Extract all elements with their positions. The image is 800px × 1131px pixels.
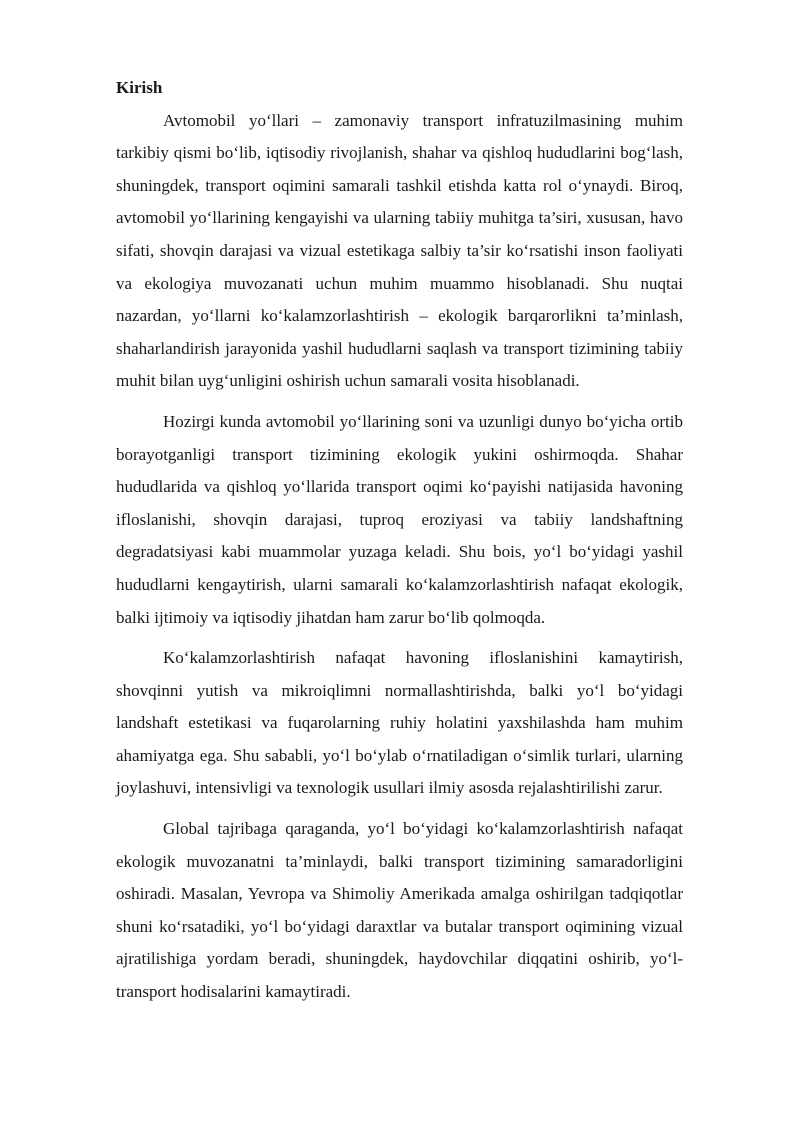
paragraph-3: Ko‘kalamzorlashtirish nafaqat havoning ifloslanishini kamaytirish, shovqinni yutish va mikroiqlimni normallashtirishda, balki yo‘l bo‘yidagi landshaft estetikasi va fuqarolarning ruhiy holatini yaxshilashda ham muhim ahamiyatga ega. Shu sababli, yo‘l bo‘ylab o‘rnatiladigan o‘simlik turlari, ularning joylashuvi, intensivligi va texnologik usullari ilmiy asosda rejalashtirilishi zarur. <box>116 648 683 798</box>
section-heading: Kirish <box>116 78 163 97</box>
paragraph-4: Global tajribaga qaraganda, yo‘l bo‘yidagi ko‘kalamzorlashtirish nafaqat ekologik muvozanatni ta’minlaydi, balki transport tizimining samaradorligini oshiradi. Masalan, Yevropa va Shimoliy Amerikada amalga oshirilgan tadqiqotlar shuni ko‘rsatadiki, yo‘l bo‘yidagi daraxtlar va butalar transport oqimining vizual ajratilishiga yordam beradi, shuningdek, haydovchilar diqqatini oshirib, yo‘l-transport hodisalarini kamaytiradi. <box>116 819 683 1002</box>
paragraph-1: Avtomobil yo‘llari – zamonaviy transport infratuzilmasining muhim tarkibiy qismi bo‘lib, iqtisodiy rivojlanish, shahar va qishloq hududlarini bog‘lash, shuningdek, transport oqimini samarali tashkil etishda katta rol o‘ynaydi. Biroq, avtomobil yo‘llarining kengayishi va ularning tabiiy muhitga ta’siri, xususan, havo sifati, shovqin darajasi va vizual estetikaga salbiy ta’sir ko‘rsatishi inson faoliyati va ekologiya muvozanati uchun muhim muammo hisoblanadi. Shu nuqtai nazardan, yo‘llarni ko‘kalamzorlashtirish – ekologik barqarorlikni ta’minlash, shaharlandirish jarayonida yashil hududlarni saqlash va transport tizimining tabiiy muhit bilan uyg‘unligini oshirish uchun samarali vosita hisoblanadi. <box>116 110 683 391</box>
paragraph-2: Hozirgi kunda avtomobil yo‘llarining soni va uzunligi dunyo bo‘yicha ortib borayotganligi transport tizimining ekologik yukini oshirmoqda. Shahar hududlarida va qishloq yo‘llarida transport oqimi ko‘payishi natijasida havoning ifloslanishi, shovqin darajasi, tuproq eroziyasi va tabiiy landshaftning degradatsiyasi kabi muammolar yuzaga keladi. Shu bois, yo‘l bo‘yidagi yashil hududlarni kengaytirish, ularni samarali ko‘kalamzorlashtirish nafaqat ekologik, balki ijtimoiy va iqtisodiy jihatdan ham zarur bo‘lib qolmoqda. <box>116 411 683 627</box>
document-body <box>116 72 683 1017</box>
